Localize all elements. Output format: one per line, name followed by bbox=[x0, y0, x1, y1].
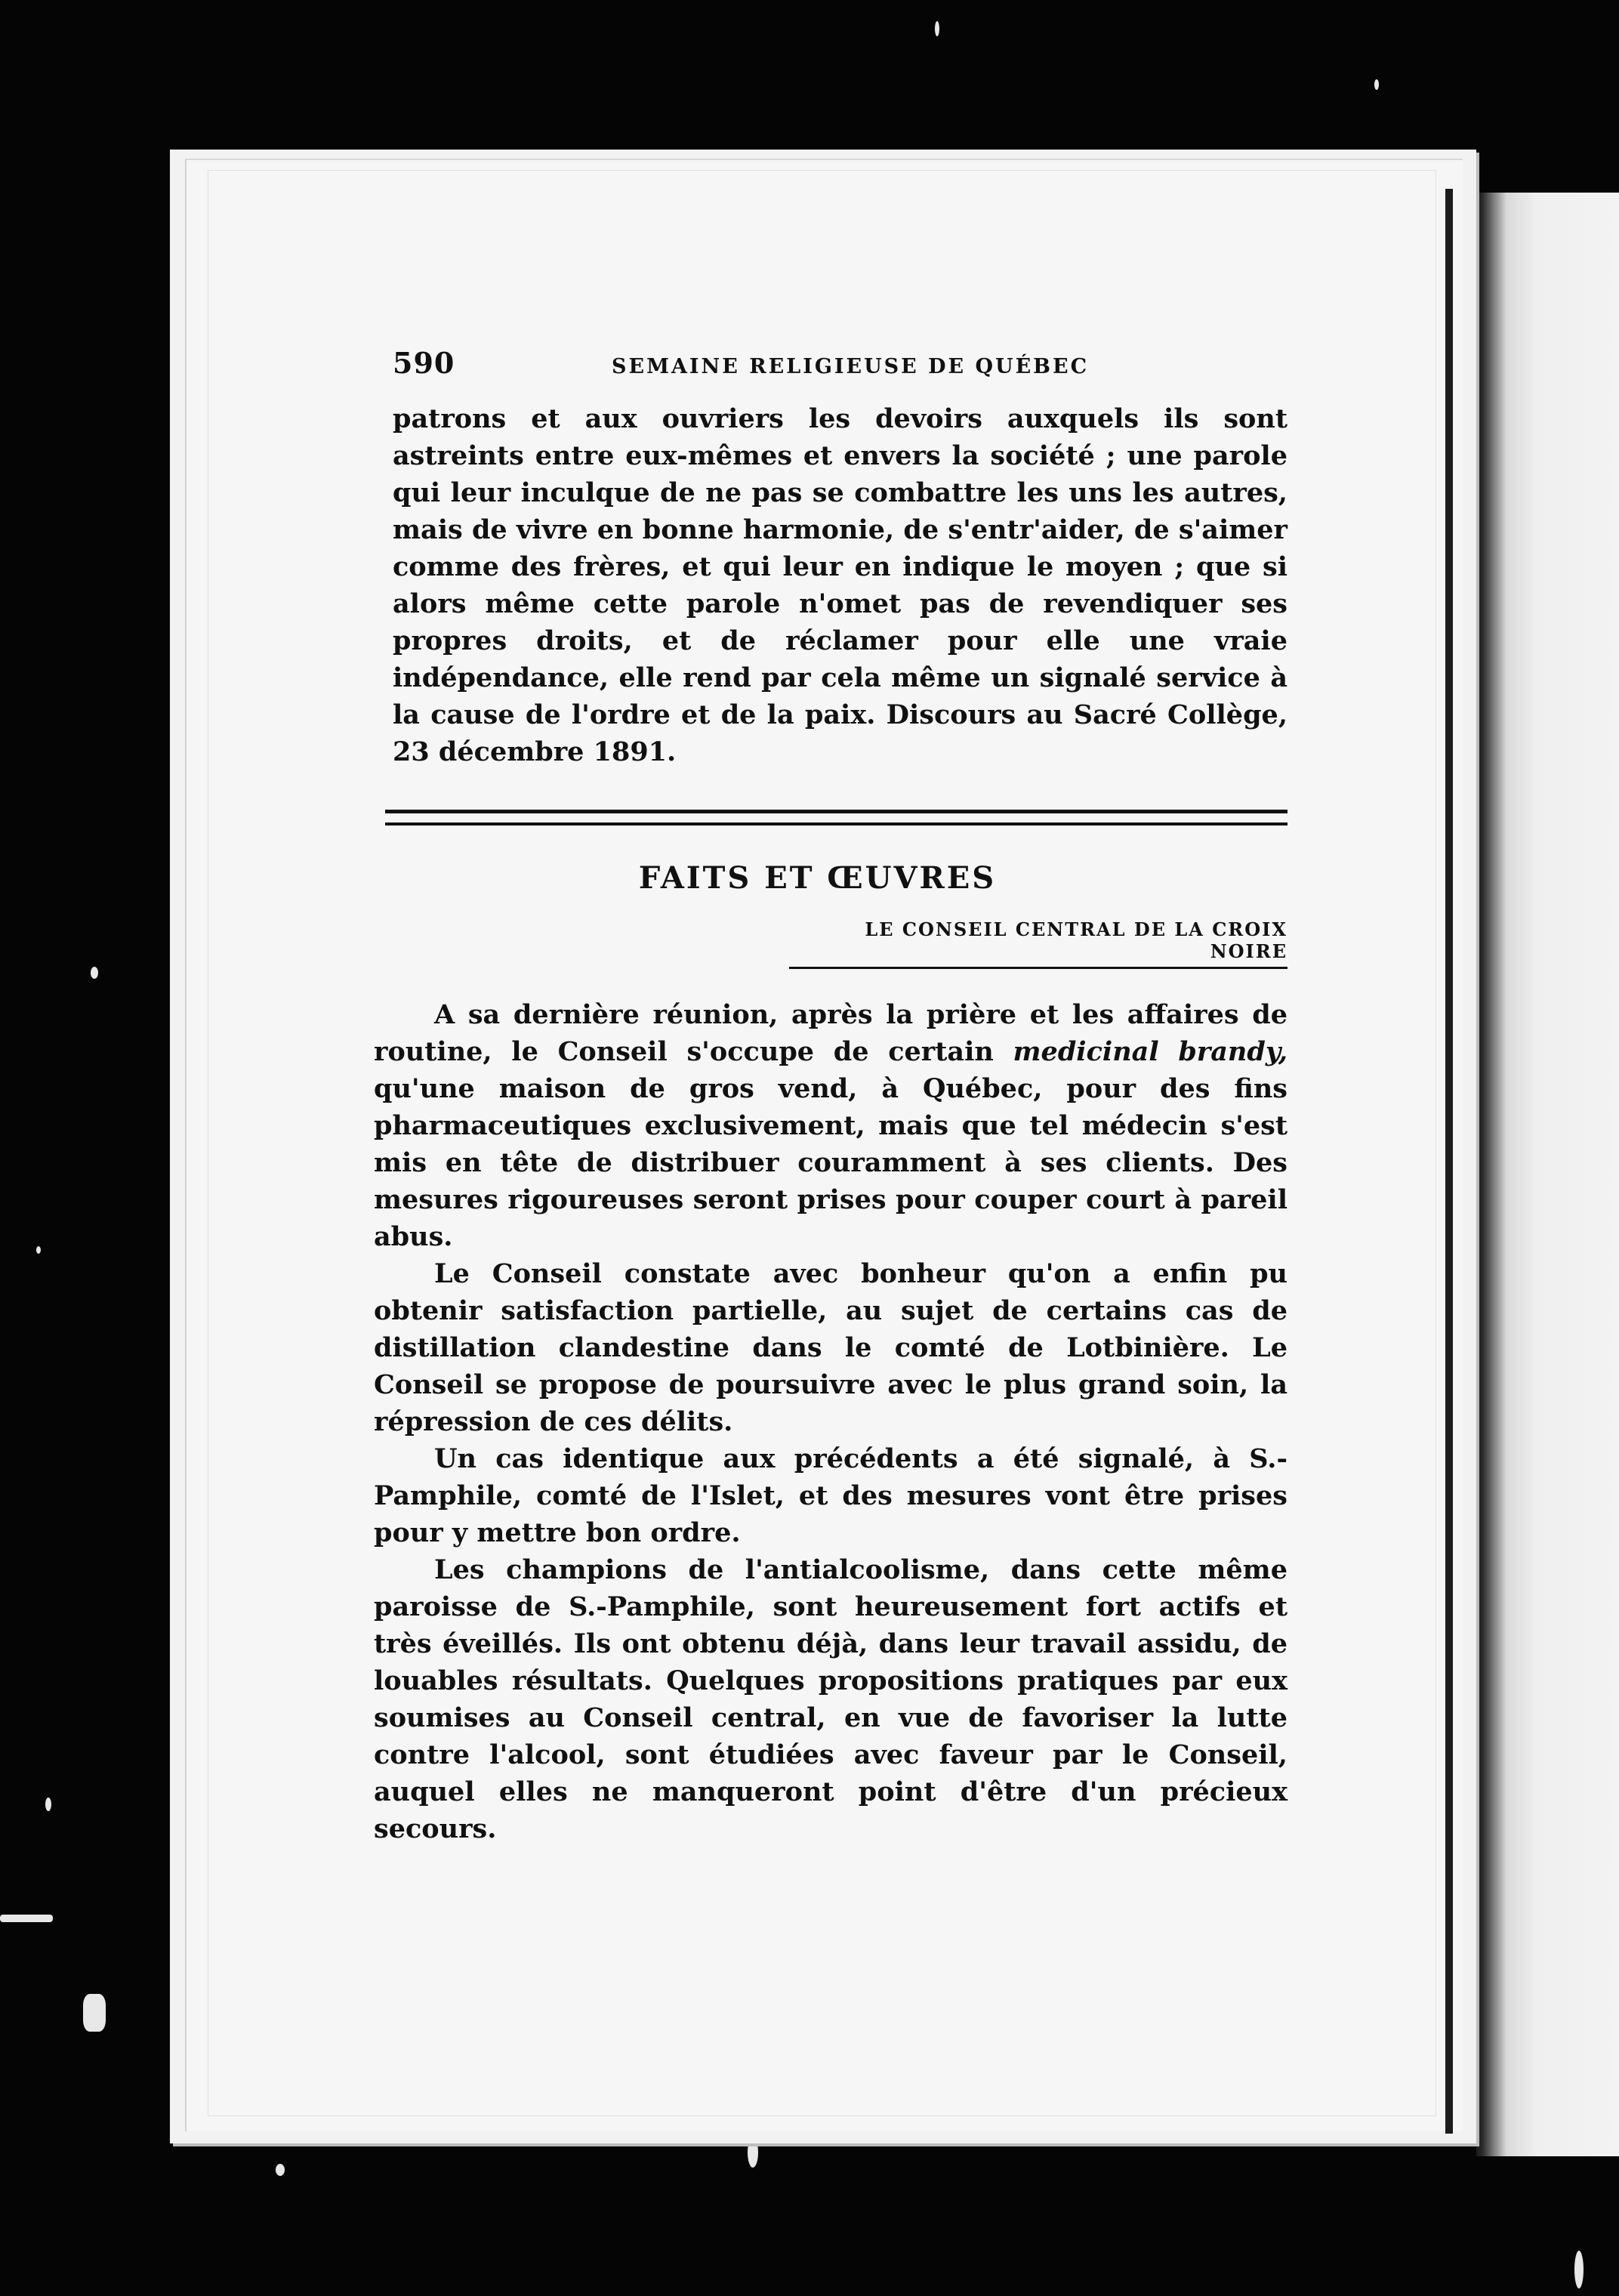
article-paragraph-1 bbox=[374, 996, 1287, 1255]
article-paragraph-3: Un cas identique aux précédents a été signalé, à S.-Pamphile, comté de l'Islet, et des mesures vont être prises pour y mettre bon ordre. bbox=[374, 1443, 1287, 1548]
section-title: FAITS ET ŒUVRES bbox=[638, 860, 997, 896]
running-head bbox=[393, 332, 1287, 385]
film-speck bbox=[1374, 79, 1379, 90]
text-column bbox=[374, 332, 1287, 1847]
paragraph-1-text-start: A sa dernière réunion, après la prière et les affaires de routine, le Conseil s'occupe de certain bbox=[374, 999, 1287, 1067]
film-speck bbox=[935, 21, 939, 36]
article-paragraph-2: Le Conseil constate avec bonheur qu'on a enfin pu obtenir satisfaction partielle, au sujet de certains cas de distillation clandestine dans le comté de Lotbinière. Le Conseil se propose de poursuivre avec le plus grand soin, la répression de ces délits. bbox=[374, 1258, 1287, 1437]
adjacent-page-edge bbox=[1476, 193, 1619, 2156]
article-body bbox=[374, 996, 1287, 1847]
film-speck bbox=[1574, 2251, 1584, 2288]
section-divider bbox=[385, 810, 1287, 826]
page-binding-edge bbox=[1445, 189, 1453, 2134]
film-speck bbox=[45, 1798, 51, 1811]
film-speck bbox=[91, 967, 98, 979]
continued-paragraph: patrons et aux ouvriers les devoirs auxquels ils sont astreints entre eux-mêmes et envers la société ; une parole qui leur inculque de ne pas se combattre les uns les autres, mais de vivre en bonne harmonie, de s'entr'aider, de s'aimer comme des frères, et qui leur en indique le moyen ; que si alors même cette parole n'omet pas de revendiquer ses propres droits, et de réclamer pour elle une vraie indépendance, elle rend par cela même un signalé service à la cause de l'ordre et de la paix. Discours au Sacré Collège, 23 décembre 1891. bbox=[393, 403, 1287, 767]
film-speck bbox=[276, 2164, 285, 2176]
page-number: 590 bbox=[393, 346, 455, 380]
film-speck bbox=[36, 1246, 41, 1254]
film-speck bbox=[83, 1994, 106, 2032]
paragraph-1-emphasis: medicinal brandy, bbox=[1013, 1036, 1287, 1067]
section-subtitle: LE CONSEIL CENTRAL DE LA CROIX NOIRE bbox=[789, 918, 1287, 969]
film-speck bbox=[0, 1915, 53, 1922]
article-paragraph-4: Les champions de l'antialcoolisme, dans cette même paroisse de S.-Pamphile, sont heureusement fort actifs et très éveillés. Ils ont obtenu déjà, dans leur travail assidu, de louables résultats. Quelques propositions pratiques par eux soumises au Conseil central, en vue de favoriser la lutte contre l'alcool, sont étudiées avec faveur par le Conseil, auquel elles ne manqueront point d'être d'un précieux secours. bbox=[374, 1554, 1287, 1844]
paragraph-1-text-end: qu'une maison de gros vend, à Québec, pour des fins pharmaceutiques exclusivement, mais que tel médecin s'est mis en tête de distribuer couramment à ses clients. Des mesures rigoureuses seront prises pour couper court à pareil abus. bbox=[374, 1073, 1287, 1252]
journal-title: SEMAINE RELIGIEUSE DE QUÉBEC bbox=[612, 355, 1090, 378]
